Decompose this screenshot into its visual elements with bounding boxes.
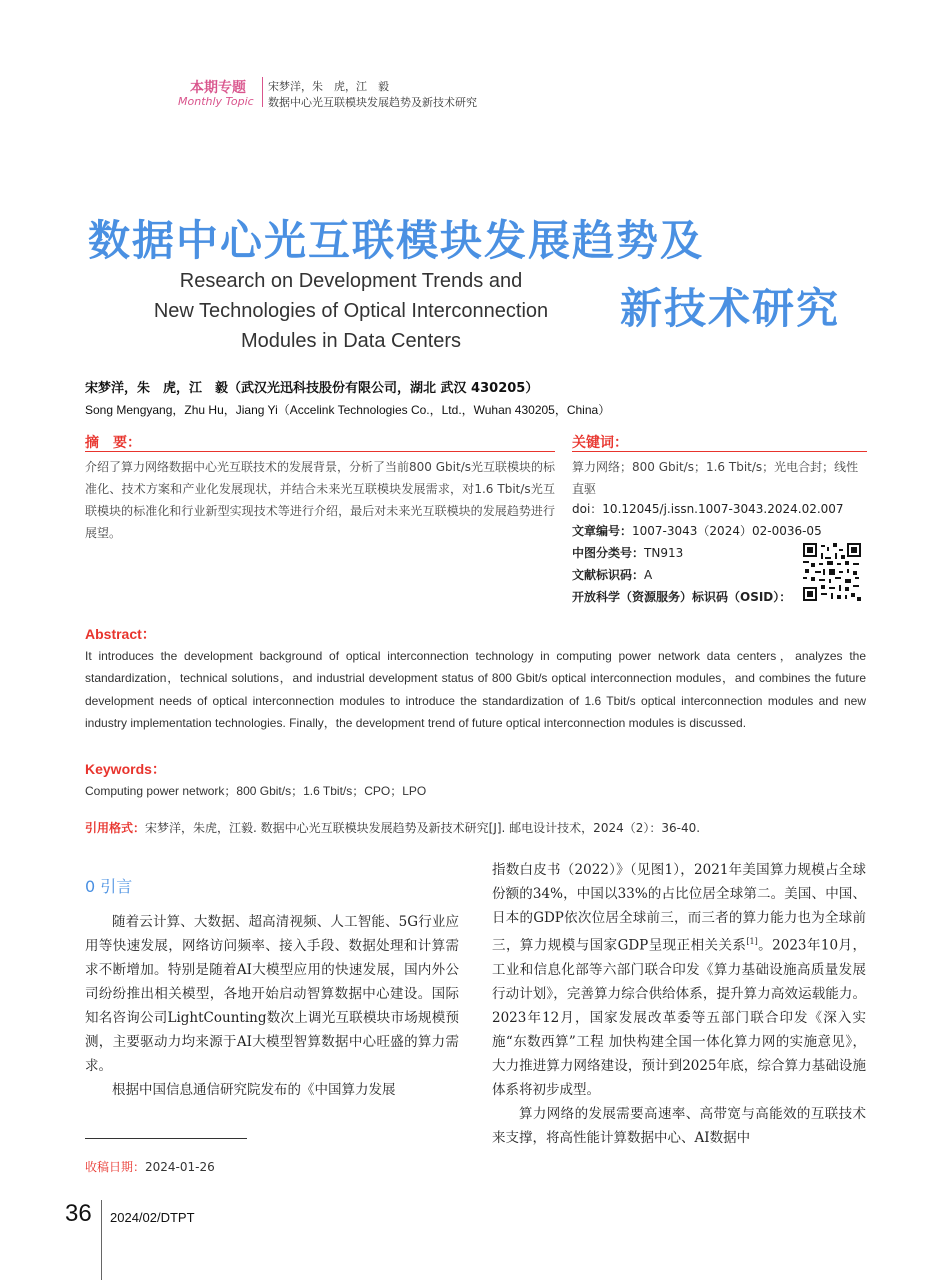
article-number-value: 1007-3043（2024）02-0036-05 bbox=[632, 524, 822, 538]
journal-issue: 2024/02/DTPT bbox=[110, 1210, 195, 1225]
abstract-cn-rule bbox=[85, 451, 555, 452]
reference-marker[interactable]: [1] bbox=[746, 937, 758, 946]
abstract-en-text: It introduces the development background of optical interconnection technology in computing power network data centers，analyzes the standardization，technical solutions，and industrial development status of 800 Gbit/s optical interconnection modules，and combines the future development needs of optical interconnection modules to introduce the standardization of 1.6 Tbit/s optical interconnection modules and new industry implementation technologies. Finally，the development trend of future optical interconnection modules is discussed. bbox=[85, 649, 866, 730]
body-column-left bbox=[85, 910, 459, 1102]
footnote-rule bbox=[85, 1138, 247, 1139]
title-cn-line2: 新技术研究 bbox=[620, 284, 841, 333]
article-number-label: 文章编号： bbox=[572, 524, 633, 538]
title-en-line1: Research on Development Trends and bbox=[179, 270, 523, 292]
page-number: 36 bbox=[65, 1200, 92, 1227]
keywords-cn-rule bbox=[572, 451, 867, 452]
received-date bbox=[85, 1158, 215, 1175]
title-en-line3: Modules in Data Centers bbox=[240, 330, 462, 352]
body-column-right bbox=[492, 858, 866, 1150]
citation-label: 引用格式： bbox=[85, 821, 146, 835]
abstract-en-label: Abstract： bbox=[85, 626, 156, 642]
osid bbox=[572, 588, 791, 605]
keywords-en-label: Keywords： bbox=[85, 761, 166, 777]
received-value: 2024-01-26 bbox=[145, 1160, 215, 1174]
keywords-en-text: Computing power network；800 Gbit/s；1.6 Tbit/s；CPO；LPO bbox=[85, 784, 427, 798]
document-code-value: A bbox=[644, 568, 653, 582]
section-heading: 0 引言 bbox=[85, 877, 133, 896]
citation-text: 宋梦洋，朱虎，江毅. 数据中心光互联模块发展趋势及新技术研究[J]. 邮电设计技术，2024（2）：36-40. bbox=[145, 821, 701, 835]
title-en bbox=[120, 266, 582, 356]
authors-cn: 宋梦洋，朱 虎，江 毅（武汉光迅科技股份有限公司，湖北 武汉 430205） bbox=[85, 381, 539, 396]
osid-label: 开放科学（资源服务）标识码（OSID）： bbox=[572, 590, 792, 604]
title-cn-line1: 数据中心光互联模块发展趋势及 bbox=[88, 216, 705, 265]
document-code bbox=[572, 566, 652, 583]
body-paragraph-part: 。2023年10月，工业和信息化部等六部门联合印发《算力基础设施高质量发展行动计划》，完善算力综合供给体系，提升算力高效运载能力。2023年12月，国家发展改革委等五部门联合印发《深入实施“东数西算”工程 加快构建全国一体化算力网的实施意见》，大力推进算力网络建设，预计到2025年底，综合算力基础设施体系将初步成型。 bbox=[492, 937, 866, 1098]
clc-number bbox=[572, 544, 683, 561]
authors-en: Song Mengyang，Zhu Hu，Jiang Yi（Accelink Technologies Co.，Ltd.，Wuhan 430205，China） bbox=[85, 403, 611, 417]
topic-label-en: Monthly Topic bbox=[178, 95, 254, 108]
header-divider bbox=[262, 77, 263, 107]
article-number bbox=[572, 522, 822, 539]
footer-divider bbox=[101, 1200, 102, 1280]
body-paragraph bbox=[492, 858, 866, 1102]
doi[interactable]: doi：10.12045/j.issn.1007-3043.2024.02.007 bbox=[572, 502, 844, 516]
running-header-title: 数据中心光互联模块发展趋势及新技术研究 bbox=[268, 96, 477, 109]
keywords-cn-label: 关键词： bbox=[572, 435, 628, 451]
received-label: 收稿日期： bbox=[85, 1160, 146, 1174]
qr-code-icon[interactable] bbox=[803, 542, 861, 602]
body-paragraph: 算力网络的发展需要高速率、高带宽与高能效的互联技术来支撑，将高性能计算数据中心、AI数据中 bbox=[492, 1105, 866, 1146]
abstract-cn-text: 介绍了算力网络数据中心光互联技术的发展背景，分析了当前800 Gbit/s光互联模块的标准化、技术方案和产业化发展现状，并结合未来光互联模块发展需求，对1.6 Tbit/s光互联模块的标准化和行业新型实现技术等进行介绍，最后对未来光互联模块的发展趋势进行展望。 bbox=[85, 460, 555, 540]
document-code-label: 文献标识码： bbox=[572, 568, 645, 582]
abstract-cn-label: 摘 要： bbox=[85, 435, 141, 451]
keywords-cn-text: 算力网络；800 Gbit/s；1.6 Tbit/s；光电合封；线性直驱 bbox=[572, 460, 859, 496]
body-paragraph: 根据中国信息通信研究院发布的《中国算力发展 bbox=[112, 1082, 396, 1098]
body-paragraph: 随着云计算、大数据、超高清视频、人工智能、5G行业应用等快速发展，网络访问频率、接入手段、数据处理和计算需求不断增加。特别是随着AI大模型应用的快速发展，国内外公司纷纷推出相关模型，各地开始启动智算数据中心建设。国际知名咨询公司LightCounting数次上调光互联模块市场规模预测，主要驱动力均来源于AI大模型智算数据中心旺盛的算力需求。 bbox=[85, 914, 459, 1074]
running-header-authors: 宋梦洋，朱 虎，江 毅 bbox=[268, 80, 389, 93]
body-paragraph-part: 指数白皮书（2022）》（见图1），2021年美国算力规模占全球份额的34%，中国以33%的占比位居全球第二。美国、中国、日本的GDP依次位居全球前三，而三者的算力能力也为全球前三，算力规模与国家GDP呈现正相关关系 bbox=[492, 862, 866, 954]
citation bbox=[85, 819, 700, 836]
clc-value: TN913 bbox=[644, 546, 684, 560]
topic-label-cn: 本期专题 bbox=[190, 80, 246, 96]
clc-label: 中图分类号： bbox=[572, 546, 645, 560]
title-en-line2: New Technologies of Optical Interconnection bbox=[153, 300, 549, 322]
